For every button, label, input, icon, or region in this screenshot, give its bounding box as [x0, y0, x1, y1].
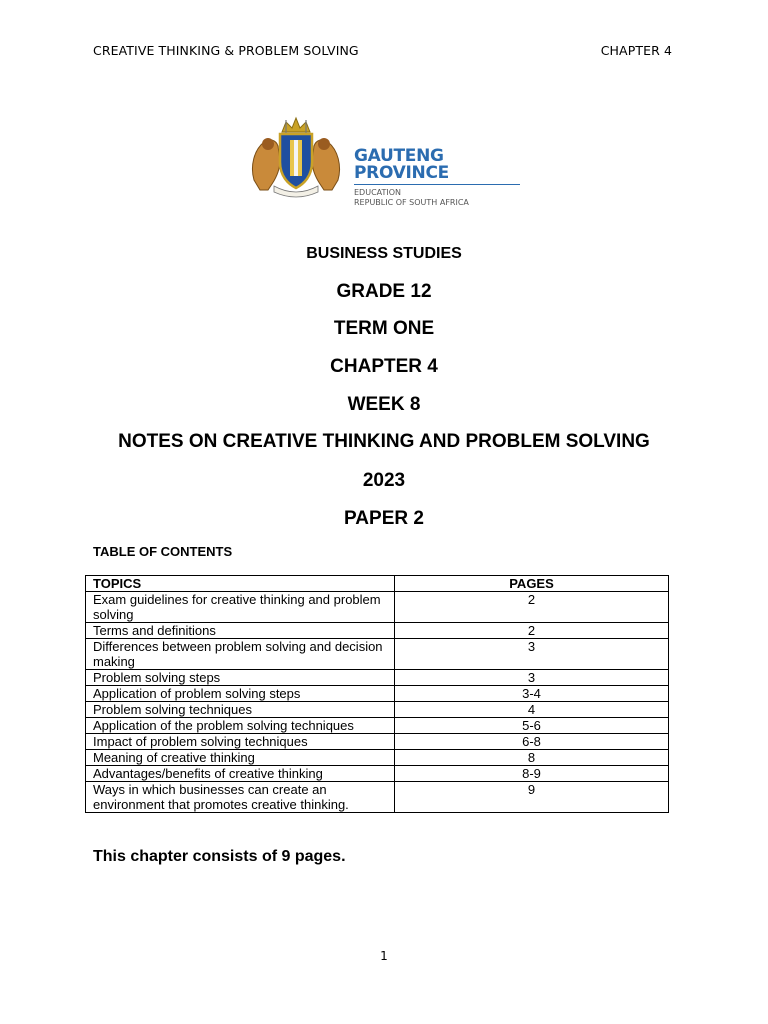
- toc-pages: 8-9: [395, 766, 669, 782]
- coat-of-arms-icon: [246, 110, 354, 200]
- toc-col-pages: PAGES: [395, 576, 669, 592]
- table-row: [86, 782, 669, 813]
- toc-pages: 3-4: [395, 686, 669, 702]
- table-row: [86, 750, 669, 766]
- toc-topic: Meaning of creative thinking: [86, 750, 395, 766]
- toc-topic: Exam guidelines for creative thinking and problem solving: [86, 592, 395, 623]
- logo-divider: [354, 184, 520, 185]
- table-row: [86, 686, 669, 702]
- toc-pages: 8: [395, 750, 669, 766]
- toc-topic: Problem solving techniques: [86, 702, 395, 718]
- toc-pages: 2: [395, 623, 669, 639]
- toc-topic: Advantages/benefits of creative thinking: [86, 766, 395, 782]
- toc-pages: 2: [395, 592, 669, 623]
- grade-title: GRADE 12: [336, 281, 432, 302]
- table-row: [86, 592, 669, 623]
- table-row: [86, 734, 669, 750]
- table-row: [86, 623, 669, 639]
- toc-topic: Ways in which businesses can create an environment that promotes creative thinking.: [86, 782, 395, 813]
- logo-province-name: GAUTENG PROVINCE: [354, 146, 449, 183]
- table-row: [86, 702, 669, 718]
- toc-heading: TABLE OF CONTENTS: [93, 544, 233, 559]
- running-header-chapter: CHAPTER 4: [600, 43, 672, 58]
- subject-title: BUSINESS STUDIES: [306, 245, 462, 262]
- week-title: WEEK 8: [347, 394, 421, 415]
- year-title: 2023: [362, 470, 406, 491]
- chapter-page-count-note: This chapter consists of 9 pages.: [93, 848, 346, 865]
- toc-topic: Application of the problem solving techniques: [86, 718, 395, 734]
- toc-topic: Terms and definitions: [86, 623, 395, 639]
- toc-table: [85, 575, 669, 813]
- toc-col-topics: TOPICS: [86, 576, 395, 592]
- table-row: [86, 639, 669, 670]
- table-row: [86, 718, 669, 734]
- page-number: 1: [380, 949, 388, 963]
- logo-department: EDUCATION: [354, 188, 402, 197]
- notes-title: NOTES ON CREATIVE THINKING AND PROBLEM SOLVING: [118, 431, 650, 452]
- toc-pages: 9: [395, 782, 669, 813]
- running-header-title: CREATIVE THINKING & PROBLEM SOLVING: [93, 43, 359, 58]
- toc-pages: 5-6: [395, 718, 669, 734]
- table-row: [86, 670, 669, 686]
- logo-country: REPUBLIC OF SOUTH AFRICA: [354, 198, 469, 207]
- chapter-title: CHAPTER 4: [330, 356, 438, 377]
- paper-title: PAPER 2: [344, 508, 424, 529]
- toc-pages: 6-8: [395, 734, 669, 750]
- toc-pages: 4: [395, 702, 669, 718]
- toc-pages: 3: [395, 670, 669, 686]
- toc-topic: Impact of problem solving techniques: [86, 734, 395, 750]
- toc-header-row: [86, 576, 669, 592]
- toc-pages: 3: [395, 639, 669, 670]
- toc-topic: Application of problem solving steps: [86, 686, 395, 702]
- term-title: TERM ONE: [333, 318, 435, 339]
- toc-topic: Problem solving steps: [86, 670, 395, 686]
- toc-topic: Differences between problem solving and decision making: [86, 639, 395, 670]
- gauteng-logo: [246, 110, 526, 207]
- table-row: [86, 766, 669, 782]
